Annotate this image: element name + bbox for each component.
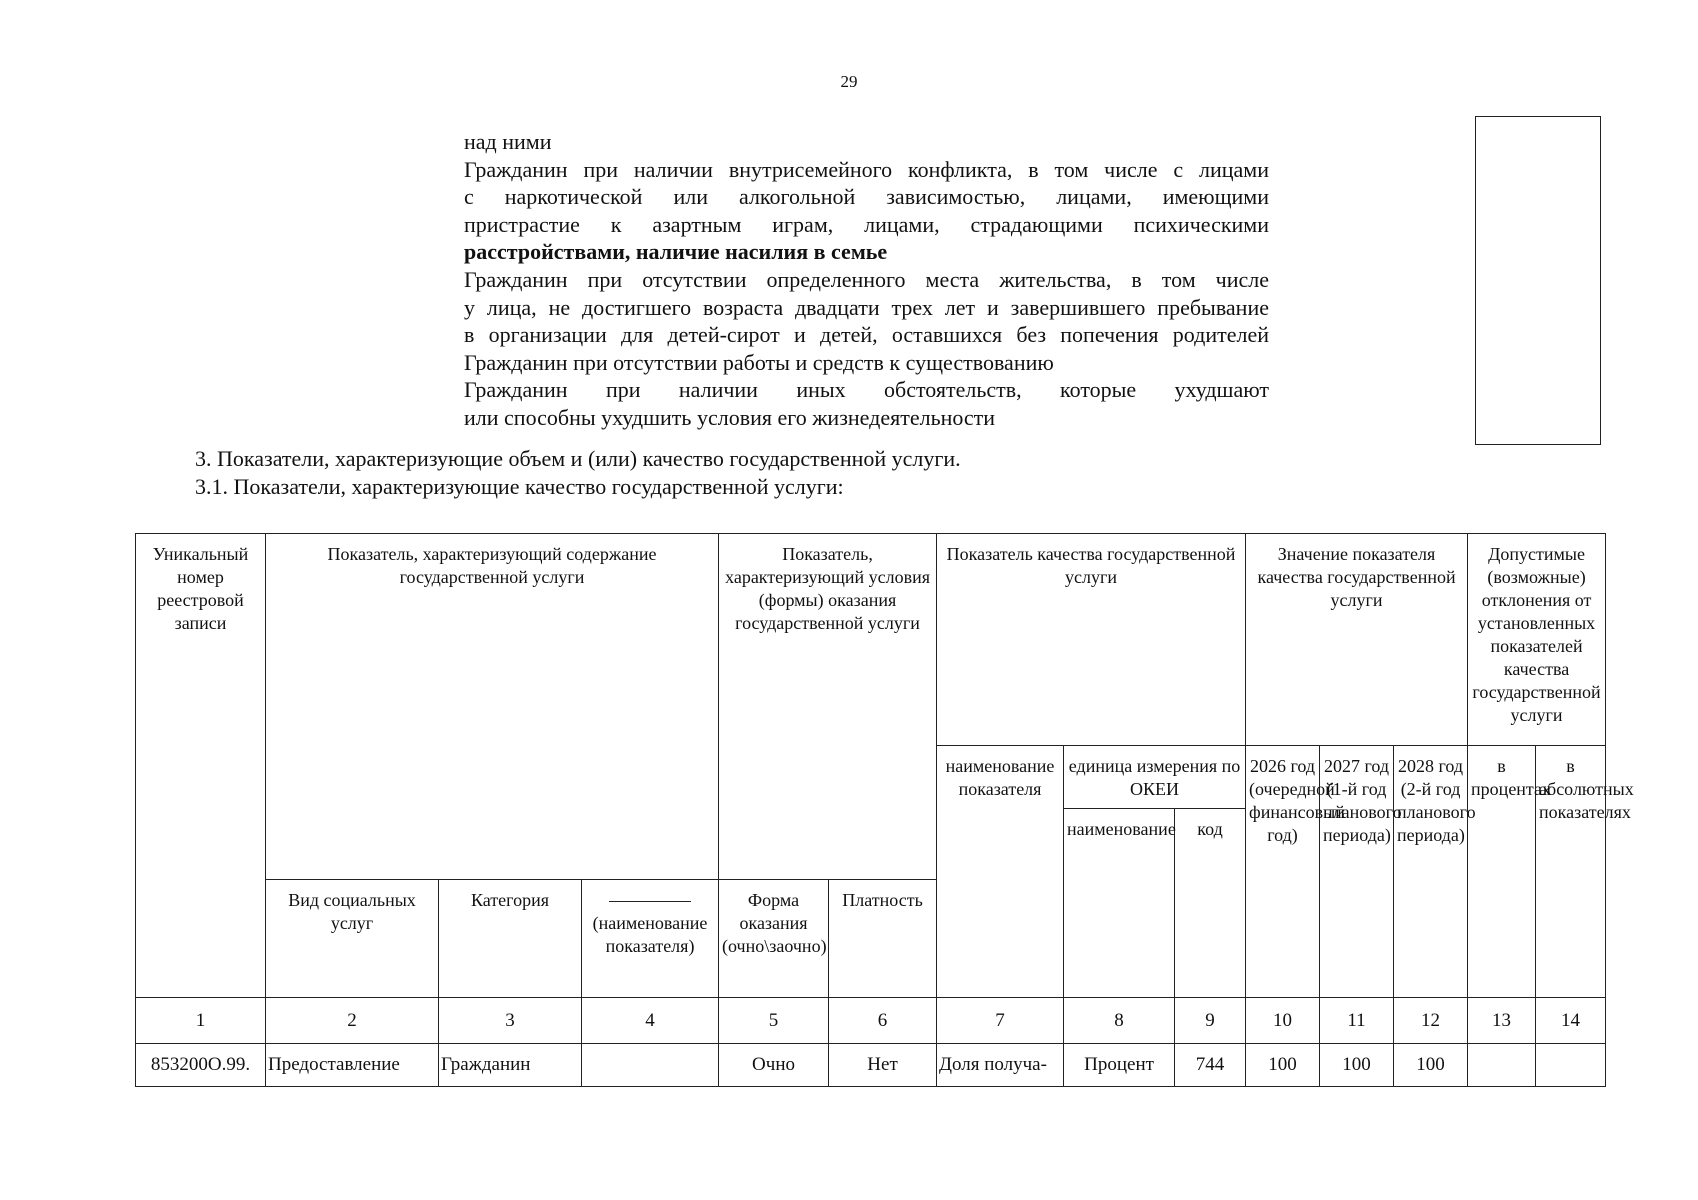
- intro-line: у лица, не достигшего возраста двадцати трех лет и завершившего пребывание: [464, 294, 1269, 320]
- intro-line: в организации для детей-сирот и детей, оставшихся без попечения родителей: [464, 322, 1269, 348]
- header-year-2027: 2027 год (1-й год планового периода): [1320, 745, 1394, 997]
- column-number: 13: [1468, 997, 1536, 1043]
- column-number: 10: [1246, 997, 1320, 1043]
- header-service-type: Вид социальных услуг: [266, 880, 439, 998]
- cell-value-2027: 100: [1320, 1043, 1394, 1086]
- cell-category: Гражданин: [439, 1043, 582, 1086]
- header-category: Категория: [439, 880, 582, 998]
- blank-name-line: [609, 889, 691, 902]
- header-in-absolute: в абсолютных показателях: [1536, 745, 1606, 997]
- cell-registry-number: 853200О.99.: [136, 1043, 266, 1086]
- header-unique-number: Уникальный номер реестровой записи: [136, 534, 266, 998]
- header-okei-name: наименование: [1064, 809, 1175, 997]
- column-number: 5: [719, 997, 829, 1043]
- column-number: 8: [1064, 997, 1175, 1043]
- column-number: 12: [1394, 997, 1468, 1043]
- column-number: 2: [266, 997, 439, 1043]
- header-deviations: Допустимые (возможные) отклонения от установленных показателей качества государственной услуги: [1468, 534, 1606, 746]
- cell-payment: Нет: [829, 1043, 937, 1086]
- header-service-form: Форма оказания (очно\заочно): [719, 880, 829, 998]
- table-row: [136, 1043, 1606, 1086]
- cell-value-2026: 100: [1246, 1043, 1320, 1086]
- intro-line: расстройствами, наличие насилия в семье: [464, 239, 888, 265]
- header-in-percent: в процентах: [1468, 745, 1536, 997]
- column-number: 3: [439, 997, 582, 1043]
- header-year-2026: 2026 год (очередной финансовый год): [1246, 745, 1320, 997]
- intro-line: или способны ухудшить условия его жизнедеятельности: [464, 404, 996, 430]
- section-3-heading: 3. Показатели, характеризующие объем и (или) качество государственной услуги.: [195, 446, 961, 471]
- header-quality-indicator: Показатель качества государственной услуги: [937, 534, 1246, 746]
- page-number: 29: [840, 72, 858, 91]
- cell-unit-code: 744: [1175, 1043, 1246, 1086]
- column-numbers-row: [136, 997, 1606, 1043]
- intro-line: Гражданин при наличии иных обстоятельств, которые ухудшают: [464, 377, 1269, 403]
- column-number: 1: [136, 997, 266, 1043]
- cell-indicator-name: Доля получа-: [937, 1043, 1064, 1086]
- column-number: 6: [829, 997, 937, 1043]
- quality-indicators-table: [135, 533, 1634, 1087]
- cell-service-form: Очно: [719, 1043, 829, 1086]
- cell-deviation-absolute: [1536, 1043, 1606, 1086]
- header-unnamed-indicator-label: (наименование показателя): [592, 913, 708, 957]
- quality-indicators-table-wrapper: [135, 533, 1634, 1087]
- intro-text: [464, 128, 1269, 432]
- empty-side-box: [1475, 116, 1601, 445]
- header-payment: Платность: [829, 880, 937, 998]
- cell-unnamed-indicator: [582, 1043, 719, 1086]
- intro-line: Гражданин при отсутствии работы и средств к существованию: [464, 349, 1054, 375]
- intro-line: Гражданин при отсутствии определенного места жительства, в том числе: [464, 266, 1269, 292]
- column-number: 11: [1320, 997, 1394, 1043]
- cell-service-type: Предоставление: [266, 1043, 439, 1086]
- header-okei-unit: единица измерения по ОКЕИ: [1064, 745, 1246, 808]
- intro-line: над ними: [464, 129, 552, 154]
- column-number: 14: [1536, 997, 1606, 1043]
- section-3-1-heading: 3.1. Показатели, характеризующие качество государственной услуги:: [195, 474, 844, 499]
- intro-line: Гражданин при наличии внутрисемейного конфликта, в том числе с лицами: [464, 156, 1269, 182]
- header-year-2028: 2028 год (2-й год планового периода): [1394, 745, 1468, 997]
- header-content-indicator: Показатель, характеризующий содержание государственной услуги: [266, 534, 719, 880]
- header-quality-value: Значение показателя качества государственной услуги: [1246, 534, 1468, 746]
- column-number: 4: [582, 997, 719, 1043]
- cell-deviation-percent: [1468, 1043, 1536, 1086]
- intro-line: пристрастие к азартным играм, лицами, страдающими психическими: [464, 211, 1269, 237]
- cell-value-2028: 100: [1394, 1043, 1468, 1086]
- header-okei-code: код: [1175, 809, 1246, 997]
- header-indicator-name: наименование показателя: [937, 745, 1064, 997]
- header-unnamed-indicator: [582, 880, 719, 998]
- column-number: 7: [937, 997, 1064, 1043]
- cell-unit-name: Процент: [1064, 1043, 1175, 1086]
- intro-line: с наркотической или алкогольной зависимостью, лицами, имеющими: [464, 184, 1269, 210]
- column-number: 9: [1175, 997, 1246, 1043]
- header-conditions-indicator: Показатель, характеризующий условия (формы) оказания государственной услуги: [719, 534, 937, 880]
